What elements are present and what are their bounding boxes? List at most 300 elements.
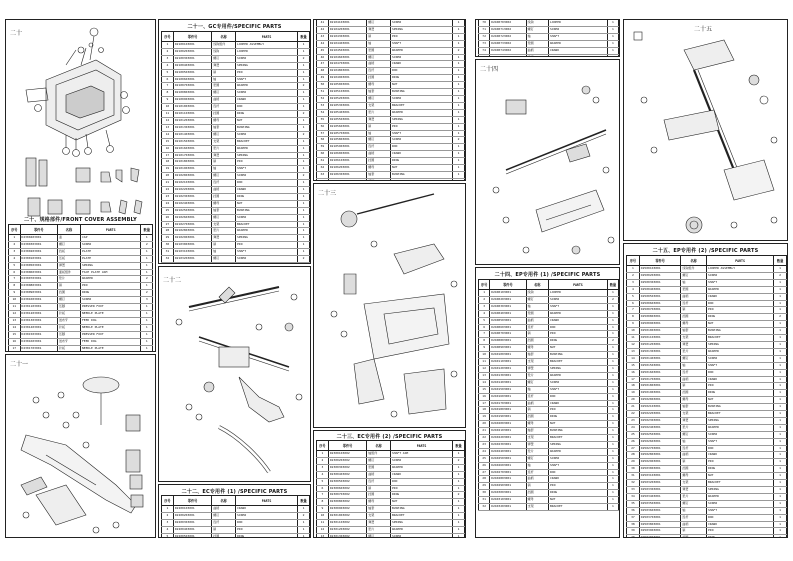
table-row (627, 272, 787, 279)
table-cell-qty: 1 (298, 124, 310, 131)
table-cell-name-en: SCREW (80, 241, 140, 248)
table-row (479, 303, 619, 310)
table-cell-qty: 1 (453, 95, 465, 102)
table-cell-name-en: SHAFT (235, 76, 297, 83)
table-cell-qty: 1 (774, 348, 787, 355)
table-cell-part-no: D2301003001 (20, 297, 57, 304)
table-cell-qty: 1 (774, 397, 787, 404)
table-cell-part-no: D2300103001 (20, 255, 57, 262)
table-cell-qty: 1 (453, 451, 465, 458)
table-cell-name-en: BRACKET (548, 504, 607, 511)
table-cell-no: 15 (162, 138, 174, 145)
table-cell-part-no: D2401403001 (490, 379, 526, 386)
table-cell-part-no: D2400703002 (490, 20, 526, 26)
table-cell-name-en: NUT (235, 117, 297, 124)
table-cell-part-no: D2400743002 (490, 47, 526, 54)
table-row (9, 235, 153, 242)
table-cell-qty: 2 (141, 241, 153, 248)
table-cell-qty: 1 (607, 26, 618, 33)
table-row (627, 424, 787, 431)
table-cell-name-cn: 螺钉 (57, 297, 80, 304)
table-cell-name-cn: 送布牙 (57, 317, 80, 324)
table-cell-name-cn: 螺钉 (526, 379, 548, 386)
table-row (627, 452, 787, 459)
table-cell-part-no: D2300803002 (328, 499, 366, 506)
table-cell-qty: 1 (453, 158, 465, 165)
table-row (317, 82, 465, 89)
table-cell-part-no: D2502503001 (639, 431, 681, 438)
table-cell-no: 2 (317, 457, 329, 464)
table-cell-name-en: WASHER (706, 493, 773, 500)
table-cell-qty: 1 (774, 452, 787, 459)
table-cell-name-cn: 挡圈 (367, 75, 391, 82)
table-cell-qty: 1 (607, 414, 618, 421)
table-header-row (9, 225, 153, 235)
diagram-front-cover (6, 20, 156, 220)
table-cell-name-en: NUT (548, 421, 607, 428)
table-cell-name-cn: 盖 (57, 235, 80, 242)
table-cell-part-no: D2300603001 (20, 269, 57, 276)
table-cell-part-no: D2402403001 (490, 448, 526, 455)
table-row (162, 214, 310, 221)
table-cell-name-cn: 销 (367, 123, 391, 130)
table-cell-qty: 1 (774, 362, 787, 369)
table-cell-qty: 1 (141, 310, 153, 317)
table-row (162, 42, 310, 49)
table-cell-no: 9 (317, 506, 329, 513)
table-cell-qty: 1 (607, 393, 618, 400)
table-cell-name-en: SHAFT (548, 33, 607, 40)
table-cell-no: 29 (162, 235, 174, 242)
table-cell-name-en: BRACKET (235, 138, 297, 145)
table-cell-part-no: D2106103001 (328, 158, 366, 165)
table-row (479, 379, 619, 386)
table-cell-qty: 1 (298, 166, 310, 173)
table-cell-name-cn: 线钩组件 (681, 266, 707, 273)
table-cell-qty: 2 (453, 457, 465, 464)
table-cell-qty: 1 (453, 171, 465, 178)
table-cell-name-cn: 弹簧 (367, 520, 391, 527)
table-cell-qty: 1 (453, 123, 465, 130)
table-cell-part-no: D2501603001 (639, 369, 681, 376)
table-cell-name-en: SCREW (235, 214, 297, 221)
table-cell-name-cn: 轴 (526, 303, 548, 310)
table-row (627, 521, 787, 528)
parts-table-24-top (478, 20, 619, 57)
table-cell-name-en: PIN (548, 407, 607, 414)
table-cell-no: 10 (479, 352, 490, 359)
table-cell-name-en: BUSHING (390, 171, 452, 178)
table-cell-qty: 2 (298, 55, 310, 62)
table-cell-no: 22 (627, 411, 640, 418)
table-cell-no: 13 (317, 533, 329, 538)
table-cell-name-en: RING (235, 533, 297, 538)
table-cell-part-no: D2104103001 (328, 20, 366, 26)
column-header-name-cn: 名称 (57, 225, 80, 235)
table-cell-qty: 1 (453, 40, 465, 47)
table-cell-name-en: WASHER (390, 109, 452, 116)
table-cell-part-no: D2500103001 (639, 266, 681, 273)
table-cell-name-cn: 曲柄 (526, 47, 548, 54)
table-cell-no: 7 (9, 276, 21, 283)
table-cell-name-cn: 螺钉 (212, 512, 236, 519)
table-cell-part-no: D2403103001 (490, 497, 526, 504)
table-cell-qty: 1 (298, 138, 310, 145)
table-cell-part-no: D2301703001 (20, 345, 57, 352)
table-cell-name-cn: 弹簧 (212, 62, 236, 69)
table-cell-part-no: D2502903001 (639, 459, 681, 466)
table-cell-name-cn: 挡圈 (367, 492, 391, 499)
table-cell-name-cn: 垫片 (681, 493, 707, 500)
table-row (479, 324, 619, 331)
table-cell-no: 26 (479, 462, 490, 469)
table-cell-qty: 1 (607, 54, 618, 57)
table-cell-no: 6 (317, 485, 329, 492)
table-header-row (162, 496, 310, 506)
table-cell-part-no: D2500203001 (639, 272, 681, 279)
table-cell-no: 64 (317, 178, 329, 181)
table-cell-part-no: D2503203001 (639, 480, 681, 487)
table-cell-part-no: D2100203001 (173, 48, 211, 55)
column-header-name-en: PARTS (235, 496, 297, 506)
table-cell-part-no: D2100603001 (173, 76, 211, 83)
table-row (162, 187, 310, 194)
table-cell-no: 4 (162, 62, 174, 69)
table-cell-part-no: D2301203002 (328, 526, 366, 533)
table-cell-part-no: D2502803001 (639, 452, 681, 459)
table-cell-no: 20 (479, 421, 490, 428)
table-cell-name-en: RING (390, 158, 452, 165)
table-cell-qty: 1 (607, 476, 618, 483)
table-cell-qty: 1 (774, 473, 787, 480)
table-cell-name-cn: 支架 (526, 359, 548, 366)
table-row (317, 158, 465, 165)
table-cell-name-en: SHAFT (390, 130, 452, 137)
table-cell-name-cn: 针板 (57, 345, 80, 352)
table-cell-name-cn: 轴 (367, 130, 391, 137)
table-cell-name-cn: 线钩组件 (212, 42, 236, 49)
table-cell-qty: 1 (774, 493, 787, 500)
table-row (317, 102, 465, 109)
table-cell-part-no: D2400723002 (490, 33, 526, 40)
table-cell-name-cn: 轴 (526, 386, 548, 393)
section-label-22: 二十二 (163, 277, 182, 284)
table-cell-part-no: D2106003001 (328, 151, 366, 158)
table-cell-qty: 1 (774, 279, 787, 286)
table-cell-no: 30 (479, 490, 490, 497)
table-cell-no: 2 (162, 512, 174, 519)
table-cell-no: 2 (627, 272, 640, 279)
section-label-25: 二十五 (694, 26, 713, 33)
table-row (479, 421, 619, 428)
table-cell-name-en: SHAFT (235, 249, 297, 256)
table-cell-name-cn: 挡圈 (212, 193, 236, 200)
table-row (9, 297, 153, 304)
table-cell-name-en: WASHER (706, 424, 773, 431)
table-cell-name-en: ROD (706, 369, 773, 376)
table-header-row (479, 280, 619, 290)
table-cell-part-no: D2103003001 (173, 242, 211, 249)
table-cell-name-cn: 连杆 (367, 68, 391, 75)
table-cell-name-cn: 螺钉 (681, 431, 707, 438)
table-cell-name-en: BRACKET (548, 435, 607, 442)
table-cell-part-no: D2104703001 (328, 61, 366, 68)
table-cell-part-no: D2300903002 (328, 506, 366, 513)
table-cell-qty: 1 (774, 487, 787, 494)
table-cell-no: 27 (627, 445, 640, 452)
table-cell-part-no: D2101403001 (173, 131, 211, 138)
table-cell-name-cn: 螺母 (526, 421, 548, 428)
table-cell-no: 43 (317, 33, 329, 40)
table-cell-no: 26 (627, 438, 640, 445)
table-cell-name-en: SCREW (706, 355, 773, 362)
table-cell-name-en: BRACKET (235, 221, 297, 228)
table-row (627, 466, 787, 473)
table-cell-name-en: ROD (548, 54, 607, 57)
table-cell-name-cn (212, 263, 236, 265)
table-cell-qty: 1 (298, 214, 310, 221)
table-cell-no: 10 (162, 104, 174, 111)
table-cell-part-no: D2300503001 (20, 262, 57, 269)
table-cell-name-en: CRANK (706, 293, 773, 300)
table-row (479, 372, 619, 379)
table-cell-qty: 1 (453, 485, 465, 492)
table-cell-no: 12 (627, 341, 640, 348)
column-header-part-no: 零件号 (20, 225, 57, 235)
table-cell-no: 24 (627, 424, 640, 431)
table-row (162, 159, 310, 166)
table-cell-part-no: D2501203001 (639, 341, 681, 348)
table-cell-no: 44 (317, 40, 329, 47)
table-cell-name-en: LOOPER ASSEMBLY (235, 42, 297, 49)
table-cell-no: 56 (317, 123, 329, 130)
table-cell-part-no: D2501903001 (639, 390, 681, 397)
section-title-25: 二十五、EP专用件 (2) /SPECIFIC PARTS (652, 248, 759, 254)
table-cell-name-cn: 曲柄 (526, 317, 548, 324)
table-cell-name-en: WASHER (548, 310, 607, 317)
table-cell-part-no: D2101203001 (173, 117, 211, 124)
panel-section-24 (475, 267, 620, 538)
table-cell-no: 1 (317, 451, 329, 458)
table-cell-name-cn: 螺母 (367, 165, 391, 172)
table-cell-name-en: RING (548, 414, 607, 421)
table-cell-no: 9 (9, 290, 21, 297)
table-cell-name-cn: 挡板 (57, 248, 80, 255)
table-cell-no: 51 (317, 89, 329, 96)
table-cell-no: 4 (162, 526, 174, 533)
table-cell-qty: 1 (453, 68, 465, 75)
table-cell-name-cn: 垫片 (212, 145, 236, 152)
table-cell-name-en: CRANK (235, 97, 297, 104)
table-row (162, 138, 310, 145)
table-cell-name-cn: 曲柄 (681, 293, 707, 300)
table-cell-qty: 1 (453, 513, 465, 520)
table-cell-name-cn: 轴套 (526, 428, 548, 435)
table-cell-no: 19 (162, 166, 174, 173)
table-cell-qty: 1 (774, 424, 787, 431)
table-cell-no: 23 (479, 441, 490, 448)
table-cell-name-en: WASHER (706, 348, 773, 355)
table-row (317, 40, 465, 47)
table-cell-name-cn: 轴 (212, 249, 236, 256)
table-cell-name-en: RING (706, 535, 773, 538)
table-cell-name-cn: 面板组件 (57, 269, 80, 276)
panel-section-21-continued (313, 19, 466, 181)
table-row (162, 228, 310, 235)
table-cell-no: 2 (9, 241, 21, 248)
table-cell-name-en: PIN (706, 528, 773, 535)
table-row (627, 535, 787, 538)
table-cell-name-cn: 轴套 (212, 124, 236, 131)
table-cell-part-no: D2300403002 (328, 471, 366, 478)
table-cell-no: 20 (162, 173, 174, 180)
table-cell-qty: 1 (607, 303, 618, 310)
column-header-name-en: PARTS (235, 32, 297, 42)
table-row (317, 451, 465, 458)
section-label-21: 二十一 (10, 361, 29, 368)
table-cell-qty: 1 (607, 47, 618, 54)
table-cell-part-no: D2101303001 (173, 124, 211, 131)
table-cell-no: 7 (479, 331, 490, 338)
table-row (317, 47, 465, 54)
table-cell-name-cn: 垫片 (526, 448, 548, 455)
table-cell-name-en: PIN (390, 33, 452, 40)
table-cell-name-cn: 垫圈 (526, 310, 548, 317)
column-header-name-cn: 名称 (526, 280, 548, 290)
panel-section-20 (5, 19, 156, 352)
table-cell-part-no: D2105203001 (328, 95, 366, 102)
table-cell-no: 3 (162, 519, 174, 526)
table-cell-no: 31 (627, 473, 640, 480)
section-label-24: 二十四 (480, 66, 499, 73)
table-cell-qty: 1 (298, 526, 310, 533)
table-cell-qty: 1 (774, 307, 787, 314)
table-cell-name-cn: 轴套 (212, 207, 236, 214)
table-cell-part-no: D2400703001 (490, 331, 526, 338)
table-cell-part-no: D2300403001 (20, 235, 57, 242)
table-cell-name-cn: 螺钉 (367, 457, 391, 464)
parts-table-21 (161, 31, 310, 264)
table-cell-qty: 1 (298, 152, 310, 159)
table-cell-name-cn: 轴套 (526, 352, 548, 359)
table-cell-qty: 1 (298, 519, 310, 526)
table-cell-name-en: ROD (548, 469, 607, 476)
table-cell-qty: 1 (774, 369, 787, 376)
table-row (317, 75, 465, 82)
table-cell-name-cn: 垫圈 (367, 47, 391, 54)
table-row (317, 61, 465, 68)
table-cell-part-no: D2100703001 (173, 83, 211, 90)
table-cell-qty: 1 (141, 331, 153, 338)
table-cell-no: 12 (317, 526, 329, 533)
table-cell-name-en: SHAFT (390, 40, 452, 47)
table-cell-part-no: D2104203001 (328, 26, 366, 33)
table-cell-name-cn: 销 (526, 407, 548, 414)
table-cell-name-cn: 销 (212, 242, 236, 249)
table-cell-no: 7 (317, 492, 329, 499)
table-cell-name-cn: 弹簧 (57, 262, 80, 269)
table-cell-name-cn: 弹簧 (212, 235, 236, 242)
table-row (627, 507, 787, 514)
table-row (9, 331, 153, 338)
table-cell-name-cn: 轴 (212, 76, 236, 83)
table-header-row (317, 441, 465, 451)
table-row (479, 407, 619, 414)
table-cell-no: 49 (317, 75, 329, 82)
table-cell-part-no: D2402103001 (490, 428, 526, 435)
table-cell-name-en: PIN (706, 459, 773, 466)
table-cell-name-en: SPRING (548, 365, 607, 372)
table-cell-name-en: PIN (706, 383, 773, 390)
table-cell-part-no: D2402303001 (490, 441, 526, 448)
table-cell-no: 22 (479, 435, 490, 442)
table-cell-name-cn: 垫圈 (526, 40, 548, 47)
table-cell-name-cn: 连杆 (526, 393, 548, 400)
table-cell-no: 16 (479, 393, 490, 400)
table-row (479, 365, 619, 372)
table-row (627, 487, 787, 494)
table-cell-name-en: ROD (706, 300, 773, 307)
table-cell-qty: 1 (774, 480, 787, 487)
table-cell-no: 5 (162, 69, 174, 76)
table-cell-name-cn: 垫片 (367, 109, 391, 116)
table-cell-name-en: WASHER (390, 464, 452, 471)
table-cell-qty: 1 (774, 514, 787, 521)
table-cell-name-en: PLATE (80, 255, 140, 262)
table-cell-name-en: BRACKET (706, 335, 773, 342)
panel-section-25-drawing (623, 19, 788, 241)
table-cell-name-en: LOOPER (548, 20, 607, 26)
table-cell-name-cn: 连杆 (212, 180, 236, 187)
table-row (162, 83, 310, 90)
table-row (9, 324, 153, 331)
table-row (9, 248, 153, 255)
table-cell-qty: 1 (453, 82, 465, 89)
table-cell-no: 2 (479, 296, 490, 303)
table-cell-name-en: CRANK (235, 506, 297, 513)
table-cell-part-no: D2106203001 (328, 165, 366, 172)
table-row (317, 89, 465, 96)
table-cell-name-cn: 螺母 (212, 200, 236, 207)
table-cell-part-no: D2504003001 (639, 535, 681, 538)
table-cell-part-no: D2300103002 (328, 451, 366, 458)
table-cell-name-en: BUSHING (548, 352, 607, 359)
column-header-no: 序号 (162, 32, 174, 42)
table-row (162, 256, 310, 263)
table-cell-part-no: D2401503001 (490, 386, 526, 393)
table-cell-part-no: D2101803001 (173, 159, 211, 166)
table-cell-part-no: D2102603001 (173, 214, 211, 221)
table-cell-name-cn: 垫片 (212, 228, 236, 235)
table-cell-name-en: WASHER (706, 286, 773, 293)
table-cell-name-cn: 弹簧 (681, 417, 707, 424)
table-cell-qty: 1 (607, 310, 618, 317)
table-cell-part-no: D2104803001 (328, 68, 366, 75)
table-cell-name-en: ROD (390, 144, 452, 151)
table-cell-qty: 1 (453, 75, 465, 82)
table-cell-name-en: SCREW (548, 379, 607, 386)
table-cell-qty: 1 (607, 331, 618, 338)
table-cell-name-en: WASHER (235, 83, 297, 90)
table-cell-no: 36 (627, 507, 640, 514)
table-row (627, 335, 787, 342)
table-cell-part-no: D2300603002 (328, 485, 366, 492)
column-header-qty: 数量 (141, 225, 153, 235)
table-cell-name-en (235, 263, 297, 265)
table-row (479, 497, 619, 504)
table-cell-name-cn: 支架 (681, 411, 707, 418)
table-cell-name-en: SCREW (390, 20, 452, 26)
